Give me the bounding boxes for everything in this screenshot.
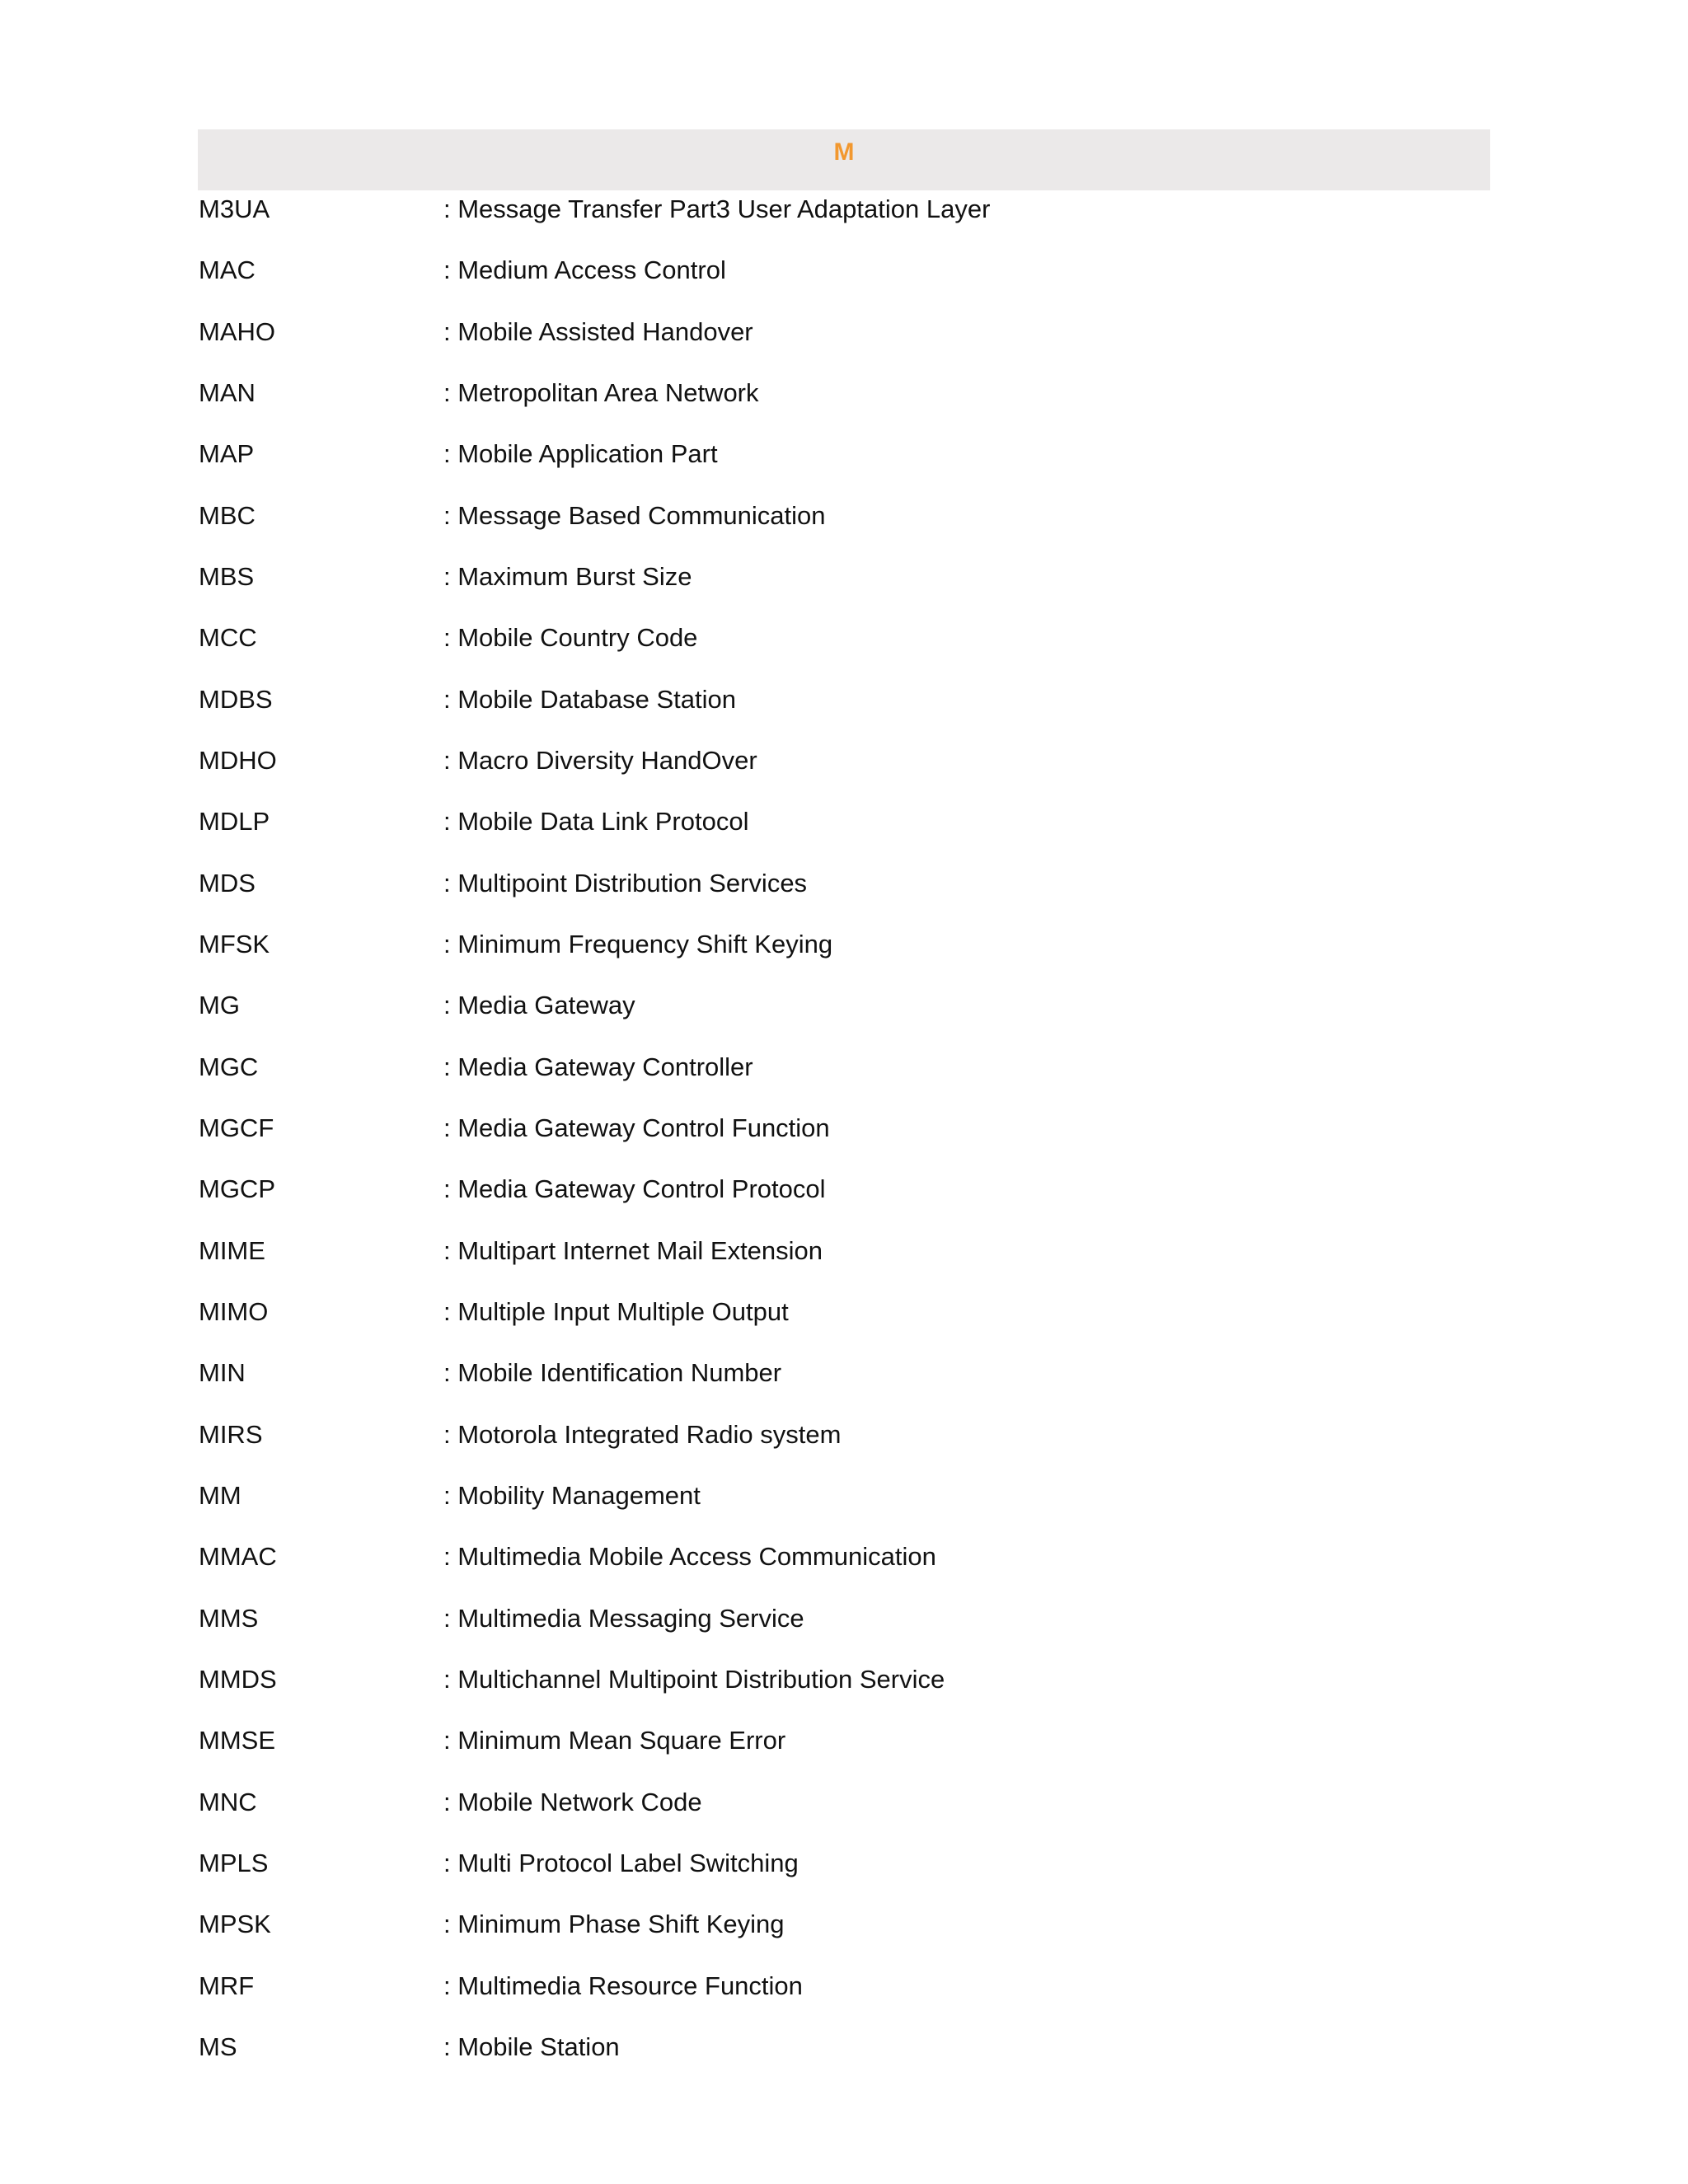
abbreviation-definition: : Mobile Network Code bbox=[443, 1787, 702, 1816]
abbreviation-entry bbox=[198, 926, 1490, 987]
abbreviation-definition: : Multi Protocol Label Switching bbox=[443, 1848, 799, 1877]
abbreviation-definition: : Multimedia Mobile Access Communication bbox=[443, 1542, 936, 1572]
abbreviation-definition: : Multipart Internet Mail Extension bbox=[443, 1235, 823, 1265]
abbreviation-term: MCC bbox=[199, 623, 257, 653]
abbreviation-entry bbox=[198, 1722, 1490, 1783]
abbreviation-term: MGCF bbox=[199, 1113, 274, 1142]
abbreviation-definition: : Mobile Station bbox=[443, 2032, 620, 2061]
abbreviation-definition: : Multipoint Distribution Services bbox=[443, 868, 808, 898]
abbreviation-term: MG bbox=[199, 991, 240, 1020]
abbreviation-definition: : Mobile Data Link Protocol bbox=[443, 807, 749, 837]
abbreviation-definition: : Mobile Country Code bbox=[443, 623, 698, 653]
abbreviation-entry bbox=[198, 1661, 1490, 1722]
abbreviation-term: MGCP bbox=[199, 1174, 275, 1204]
abbreviation-definition: : Mobile Database Station bbox=[443, 684, 736, 714]
abbreviation-entry bbox=[198, 374, 1490, 435]
abbreviation-entry bbox=[198, 313, 1490, 374]
abbreviation-term: MGC bbox=[199, 1052, 259, 1081]
abbreviation-entry bbox=[198, 1048, 1490, 1109]
abbreviation-entry bbox=[198, 619, 1490, 680]
abbreviation-term: MRF bbox=[199, 1971, 255, 2000]
abbreviation-term: MFSK bbox=[199, 929, 270, 958]
abbreviation-definition: : Media Gateway Control Function bbox=[443, 1113, 830, 1142]
abbreviation-entry bbox=[198, 803, 1490, 864]
abbreviation-entry bbox=[198, 1905, 1490, 1966]
abbreviation-term: MPSK bbox=[199, 1910, 271, 1939]
abbreviation-definition: : Message Transfer Part3 User Adaptation Layer bbox=[443, 194, 991, 223]
abbreviation-definition: : Mobility Management bbox=[443, 1480, 701, 1510]
abbreviation-entry bbox=[198, 1967, 1490, 2028]
abbreviation-term: M3UA bbox=[199, 194, 270, 223]
abbreviation-definition: : Minimum Frequency Shift Keying bbox=[443, 929, 833, 958]
section-letter: M bbox=[833, 138, 855, 166]
abbreviation-entry bbox=[198, 1600, 1490, 1661]
abbreviation-term: MMS bbox=[199, 1603, 259, 1633]
abbreviation-list bbox=[198, 190, 1490, 2089]
abbreviation-term: MDS bbox=[199, 868, 256, 898]
abbreviation-entry bbox=[198, 1232, 1490, 1293]
abbreviation-term: MPLS bbox=[199, 1848, 269, 1877]
abbreviation-definition: : Media Gateway bbox=[443, 991, 635, 1020]
abbreviation-definition: : Maximum Burst Size bbox=[443, 561, 692, 591]
abbreviation-entry bbox=[198, 1783, 1490, 1844]
abbreviation-entry bbox=[198, 681, 1490, 742]
abbreviation-term: MAC bbox=[199, 255, 256, 285]
abbreviation-entry bbox=[198, 2028, 1490, 2089]
abbreviation-definition: : Metropolitan Area Network bbox=[443, 377, 759, 407]
abbreviation-entry bbox=[198, 865, 1490, 926]
abbreviation-term: MM bbox=[199, 1480, 241, 1510]
abbreviation-definition: : Mobile Identification Number bbox=[443, 1358, 782, 1388]
abbreviation-entry bbox=[198, 1844, 1490, 1905]
abbreviation-term: MBC bbox=[199, 500, 256, 530]
section-header bbox=[198, 129, 1490, 190]
abbreviation-entry bbox=[198, 558, 1490, 619]
abbreviation-entry bbox=[198, 1538, 1490, 1599]
abbreviation-term: MDBS bbox=[199, 684, 273, 714]
abbreviation-entry bbox=[198, 987, 1490, 1047]
abbreviation-term: MMSE bbox=[199, 1726, 275, 1755]
abbreviation-term: MIN bbox=[199, 1358, 246, 1388]
abbreviation-definition: : Media Gateway Control Protocol bbox=[443, 1174, 826, 1204]
abbreviation-entry bbox=[198, 190, 1490, 251]
abbreviation-definition: : Multimedia Resource Function bbox=[443, 1971, 803, 2000]
abbreviation-definition: : Minimum Phase Shift Keying bbox=[443, 1910, 785, 1939]
abbreviation-term: MIME bbox=[199, 1235, 265, 1265]
abbreviation-definition: : Minimum Mean Square Error bbox=[443, 1726, 786, 1755]
abbreviation-entry bbox=[198, 497, 1490, 558]
abbreviation-entry bbox=[198, 1354, 1490, 1415]
abbreviation-term: MMDS bbox=[199, 1664, 277, 1694]
abbreviation-term: MAN bbox=[199, 377, 256, 407]
abbreviation-definition: : Multiple Input Multiple Output bbox=[443, 1296, 789, 1326]
abbreviation-term: MDLP bbox=[199, 807, 270, 837]
abbreviation-term: MIRS bbox=[199, 1419, 263, 1449]
abbreviation-entry bbox=[198, 742, 1490, 803]
abbreviation-definition: : Mobile Application Part bbox=[443, 439, 718, 469]
abbreviation-term: MMAC bbox=[199, 1542, 277, 1572]
abbreviation-entry bbox=[198, 1416, 1490, 1477]
abbreviation-definition: : Motorola Integrated Radio system bbox=[443, 1419, 842, 1449]
abbreviation-entry bbox=[198, 1477, 1490, 1538]
abbreviation-term: MS bbox=[199, 2032, 237, 2061]
abbreviation-definition: : Media Gateway Controller bbox=[443, 1052, 753, 1081]
abbreviation-definition: : Multimedia Messaging Service bbox=[443, 1603, 804, 1633]
abbreviation-definition: : Multichannel Multipoint Distribution Service bbox=[443, 1664, 945, 1694]
abbreviation-term: MAHO bbox=[199, 316, 275, 346]
abbreviation-entry bbox=[198, 1109, 1490, 1170]
abbreviation-term: MIMO bbox=[199, 1296, 269, 1326]
abbreviation-definition: : Macro Diversity HandOver bbox=[443, 745, 757, 775]
abbreviation-term: MBS bbox=[199, 561, 255, 591]
abbreviation-definition: : Message Based Communication bbox=[443, 500, 826, 530]
abbreviation-definition: : Mobile Assisted Handover bbox=[443, 316, 753, 346]
abbreviation-definition: : Medium Access Control bbox=[443, 255, 726, 285]
abbreviation-entry bbox=[198, 1170, 1490, 1231]
abbreviation-term: MAP bbox=[199, 439, 255, 469]
abbreviation-entry bbox=[198, 251, 1490, 312]
abbreviation-entry bbox=[198, 435, 1490, 496]
abbreviation-term: MDHO bbox=[199, 745, 277, 775]
abbreviation-term: MNC bbox=[199, 1787, 257, 1816]
abbreviation-entry bbox=[198, 1293, 1490, 1354]
